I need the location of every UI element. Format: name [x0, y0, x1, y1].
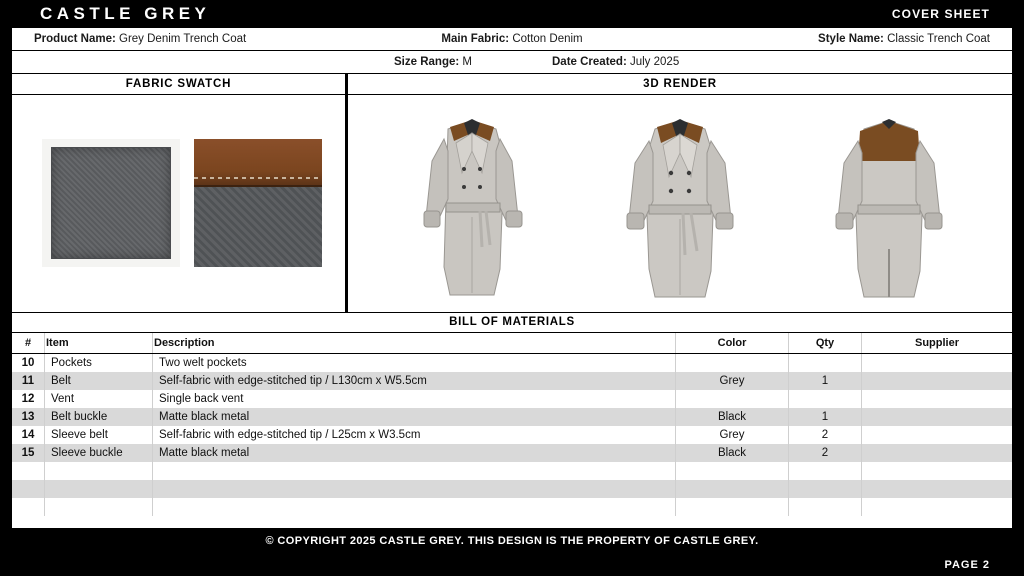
bom-cell-qty: [789, 390, 862, 408]
bom-cell-color: Grey: [676, 372, 789, 390]
bom-cell-description: Matte black metal: [153, 444, 676, 462]
panels-container: [12, 74, 1012, 313]
bom-cell-description: [153, 480, 676, 498]
meta-date-created: [512, 56, 1012, 68]
bom-cell-number: [12, 462, 45, 480]
bom-col-color: Color: [676, 333, 789, 354]
bom-cell-description: [153, 498, 676, 516]
table-row: [12, 480, 1012, 498]
meta-main-fabric: [350, 33, 674, 45]
meta-product-name-label: Product Name:: [34, 33, 116, 45]
bom-cell-number: 11: [12, 372, 45, 390]
table-row: [12, 354, 1012, 372]
denim-swatch-sample: [51, 147, 171, 259]
bom-cell-qty: 2: [789, 426, 862, 444]
bom-cell-item: Vent: [45, 390, 153, 408]
bom-cell-description: Single back vent: [153, 390, 676, 408]
bom-cell-description: Two welt pockets: [153, 354, 676, 372]
bom-cell-number: [12, 498, 45, 516]
bom-cell-item: Sleeve buckle: [45, 444, 153, 462]
meta-date-created-label: Date Created:: [552, 56, 627, 68]
bom-cell-color: [676, 498, 789, 516]
table-row: [12, 426, 1012, 444]
table-row: [12, 462, 1012, 480]
bom-cell-number: 10: [12, 354, 45, 372]
bom-cell-supplier: [862, 480, 1013, 498]
bom-col-item: Item: [45, 333, 153, 354]
bom-cell-number: 15: [12, 444, 45, 462]
bom-cell-number: 14: [12, 426, 45, 444]
bom-table: [12, 333, 1012, 516]
bom-cell-description: Self-fabric with edge-stitched tip / L130cm x W5.5cm: [153, 372, 676, 390]
meta-row-primary: [12, 28, 1012, 51]
bom-cell-item: Belt: [45, 372, 153, 390]
meta-date-created-value: July 2025: [629, 56, 680, 68]
fabric-swatch-body: [12, 95, 345, 312]
bom-col-number: #: [12, 333, 45, 354]
bom-cell-supplier: [862, 372, 1013, 390]
bom-cell-color: Black: [676, 444, 789, 462]
meta-row-secondary: [12, 51, 1012, 74]
table-row: [12, 498, 1012, 516]
meta-style-name-label: Style Name:: [818, 33, 884, 45]
copyright-notice: © COPYRIGHT 2025 CASTLE GREY. THIS DESIGN IS THE PROPERTY OF CASTLE GREY.: [265, 535, 759, 547]
bom-cell-qty: 1: [789, 408, 862, 426]
meta-size-range-value: M: [462, 56, 472, 68]
swatch-group: [42, 139, 322, 267]
bom-cell-color: Black: [676, 408, 789, 426]
bom-cell-supplier: [862, 426, 1013, 444]
fabric-swatch-title: FABRIC SWATCH: [12, 74, 345, 95]
fabric-swatch-panel: [12, 74, 348, 312]
bom-cell-item: [45, 462, 153, 480]
bom-cell-color: Grey: [676, 426, 789, 444]
bom-cell-supplier: [862, 408, 1013, 426]
meta-size-range: [12, 56, 512, 68]
leather-trim-area: [194, 139, 322, 187]
denim-swatch-card: [42, 139, 180, 267]
bom-cell-supplier: [862, 498, 1013, 516]
bom-cell-number: 13: [12, 408, 45, 426]
bom-cell-supplier: [862, 390, 1013, 408]
bom-cell-item: [45, 480, 153, 498]
stitch-line: [194, 177, 322, 179]
render-panel: [348, 74, 1012, 312]
meta-style-name-value: Classic Trench Coat: [887, 33, 990, 45]
coat-render-front-left: [376, 99, 566, 309]
table-row: [12, 372, 1012, 390]
bom-cell-color: [676, 462, 789, 480]
bom-cell-item: Pockets: [45, 354, 153, 372]
table-row: [12, 444, 1012, 462]
table-row: [12, 408, 1012, 426]
meta-size-range-label: Size Range:: [394, 56, 460, 68]
document-header: [12, 0, 1012, 28]
bom-cell-qty: 1: [789, 372, 862, 390]
bom-cell-color: [676, 354, 789, 372]
bom-col-supplier: Supplier: [862, 333, 1013, 354]
bom-cell-number: [12, 480, 45, 498]
meta-main-fabric-value: Cotton Denim: [512, 33, 583, 45]
bom-cell-supplier: [862, 444, 1013, 462]
render-title: 3D RENDER: [348, 74, 1012, 95]
meta-product-name-value: Grey Denim Trench Coat: [119, 33, 247, 45]
bom-title: BILL OF MATERIALS: [12, 313, 1012, 333]
bom-col-qty: Qty: [789, 333, 862, 354]
bom-cell-description: Matte black metal: [153, 408, 676, 426]
bom-cell-color: [676, 480, 789, 498]
meta-style-name: [674, 33, 1012, 45]
bom-cell-description: Self-fabric with edge-stitched tip / L25cm x W3.5cm: [153, 426, 676, 444]
bom-cell-item: [45, 498, 153, 516]
coat-render-back: [794, 99, 984, 309]
bom-cell-qty: [789, 498, 862, 516]
bom-cell-item: Belt buckle: [45, 408, 153, 426]
sheet-type-label: COVER SHEET: [891, 7, 990, 21]
leather-trim-swatch: [194, 139, 322, 267]
bom-header-row: [12, 333, 1012, 354]
meta-main-fabric-label: Main Fabric:: [441, 33, 510, 45]
bom-cell-color: [676, 390, 789, 408]
bom-cell-number: 12: [12, 390, 45, 408]
bom-cell-qty: [789, 480, 862, 498]
coat-render-front: [585, 99, 775, 309]
bom-cell-qty: 2: [789, 444, 862, 462]
meta-product-name: [12, 33, 350, 45]
render-figures: [348, 95, 1012, 312]
bom-cell-description: [153, 462, 676, 480]
bom-cell-qty: [789, 462, 862, 480]
bom-cell-item: Sleeve belt: [45, 426, 153, 444]
page-number: PAGE 2: [944, 559, 990, 571]
brand-logo: CASTLE GREY: [40, 4, 211, 23]
render-body: [348, 95, 1012, 312]
sheet-body: [12, 28, 1012, 528]
bom-cell-supplier: [862, 462, 1013, 480]
bom-cell-qty: [789, 354, 862, 372]
bom-col-description: Description: [153, 333, 676, 354]
bom-cell-supplier: [862, 354, 1013, 372]
table-row: [12, 390, 1012, 408]
